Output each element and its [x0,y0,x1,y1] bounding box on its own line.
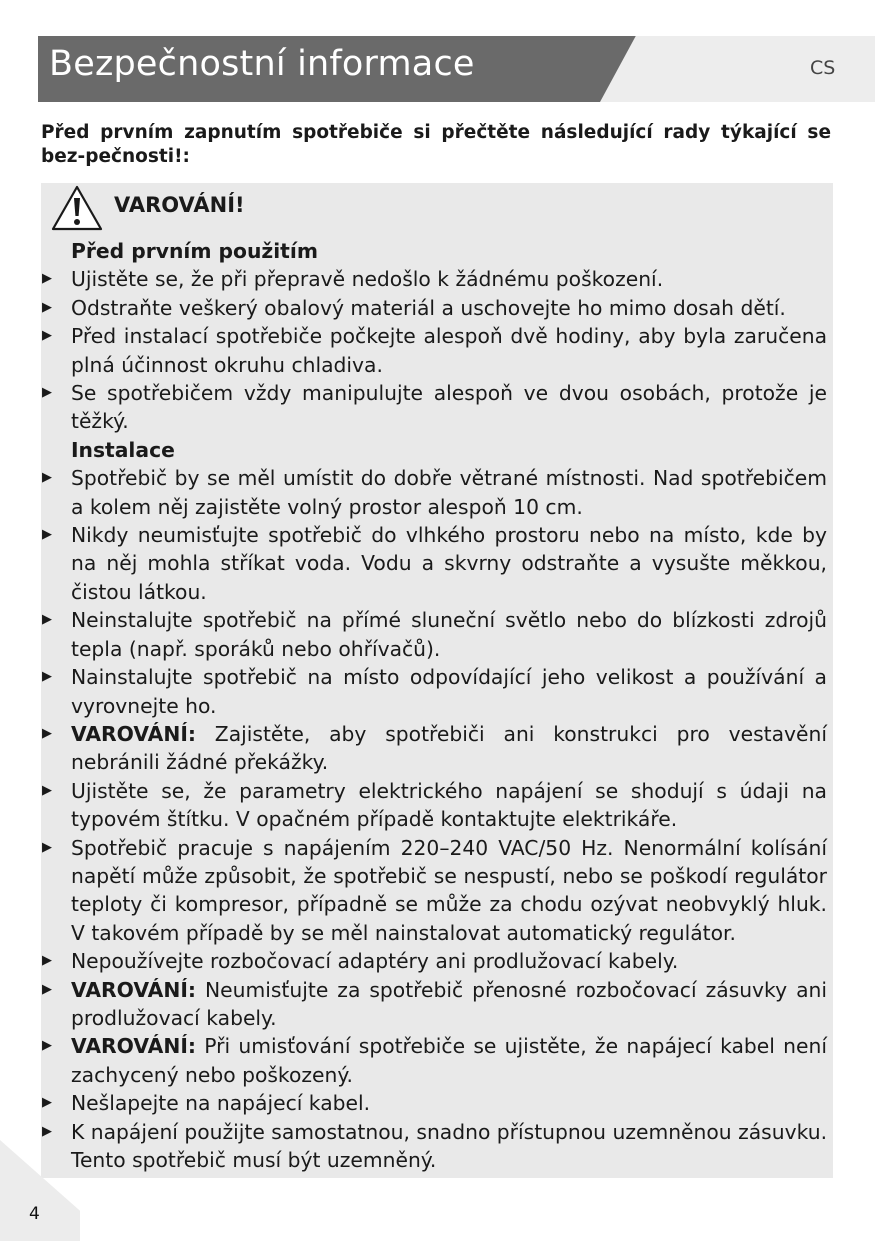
bullet-arrow-icon: ▶ [42,839,52,855]
list-item [41,947,827,975]
list-item-text: Spotřebič pracuje s napájením 220–240 VAC/50 Hz. Nenormální kolísání napětí může způsobit, že spotřebič se nespustí, nebo se poškodí regulátor teploty či kompresor, případně se může za chodu ozývat neobvyklý hluk. V takovém případě by se měl nainstalovat automatický regulátor. [71,835,827,945]
list-item-text: Zajistěte, aby spotřebiči ani konstrukci pro vestavění nebránili žádné překážky. [71,721,827,775]
page-number: 4 [29,1204,40,1224]
list-item-text: Ujistěte se, že při přepravě nedošlo k žádnému poškození. [71,267,664,292]
list-item [41,606,827,663]
list-item-text: Neumisťujte za spotřebič přenosné rozbočovací zásuvky ani prodlužovací kabely. [71,977,827,1030]
bullet-arrow-icon: ▶ [42,1095,52,1111]
warning-heading: VAROVÁNÍ! [114,193,245,217]
page-title: Bezpečnostní informace [49,44,475,84]
bullet-arrow-icon: ▶ [42,385,52,401]
language-code: CS [810,57,836,79]
list-item-text: Se spotřebičem vždy manipulujte alespoň ve dvou osobách, protože je těžký. [71,381,827,434]
list-item-text: Neinstalujte spotřebič na přímé sluneční světlo nebo do blízkosti zdrojů tepla (např. sporáků nebo ohřívačů). [71,608,827,661]
section-heading: Instalace [71,437,175,462]
bullet-arrow-icon: ▶ [42,669,52,685]
list-item [41,294,827,322]
list-item-text: Před instalací spotřebiče počkejte alespoň dvě hodiny, aby byla zaručena plná účinnost okruhu chladiva. [71,324,827,377]
list-item-text: Spotřebič by se měl umístit do dobře větrané místnosti. Nad spotřebičem a kolem něj zajistěte volný prostor alespoň 10 cm. [71,466,827,519]
section-heading: Před prvním použitím [71,239,318,263]
list-item-text: Nainstalujte spotřebič na místo odpovídající jeho velikost a používání a vyrovnejte ho. [71,665,827,718]
list-item [41,663,827,720]
warning-label: VAROVÁNÍ: [71,1034,196,1059]
safety-content [41,237,827,1174]
warning-label: VAROVÁNÍ: [71,977,196,1002]
bullet-arrow-icon: ▶ [42,271,52,287]
warning-triangle-icon [50,184,104,232]
list-item-text: Ujistěte se, že parametry elektrického napájení se shodují s údaji na typovém štítku. V opačném případě kontaktujte elektrikáře. [71,778,827,832]
list-item [41,1089,827,1117]
bullet-arrow-icon: ▶ [42,782,52,798]
list-item [41,976,827,1033]
bullet-arrow-icon: ▶ [42,953,52,969]
bullet-arrow-icon: ▶ [42,527,52,543]
bullet-arrow-icon: ▶ [42,725,52,741]
list-item [41,379,827,436]
list-item [41,1118,827,1175]
list-item-text: Nikdy neumisťujte spotřebič do vlhkého prostoru nebo na místo, kde by na něj mohla stříkat voda. Vodu a skvrny odstraňte a vysušte měkkou, čistou látkou. [71,523,827,604]
list-item [41,464,827,521]
list-item [41,777,827,834]
list-item [41,521,827,606]
warning-label: VAROVÁNÍ: [71,721,196,746]
bullet-arrow-icon: ▶ [42,1038,52,1054]
bullet-arrow-icon: ▶ [42,299,52,315]
bullet-arrow-icon: ▶ [42,470,52,486]
list-item-text: K napájení použijte samostatnou, snadno přístupnou uzemněnou zásuvku. Tento spotřebič musí být uzemněný. [71,1119,828,1172]
intro-text: Před prvním zapnutím spotřebiče si přečtěte následující rady týkající se bez-pečnosti!: [41,122,831,167]
list-item [41,1032,827,1089]
list-item-text: Při umisťování spotřebiče se ujistěte, že napájecí kabel není zachycený nebo poškozený. [71,1034,827,1087]
bullet-arrow-icon: ▶ [42,328,52,344]
bullet-arrow-icon: ▶ [42,981,52,997]
list-item [41,720,827,777]
list-item [41,834,827,948]
list-item-text: Odstraňte veškerý obalový materiál a uschovejte ho mimo dosah dětí. [71,295,786,320]
list-item [41,265,827,293]
list-item-text: Nešlapejte na napájecí kabel. [71,1091,371,1116]
list-item-text: Nepoužívejte rozbočovací adaptéry ani prodlužovací kabely. [71,949,679,974]
bullet-arrow-icon: ▶ [42,612,52,628]
bullet-arrow-icon: ▶ [42,1123,52,1139]
list-item [41,322,827,379]
